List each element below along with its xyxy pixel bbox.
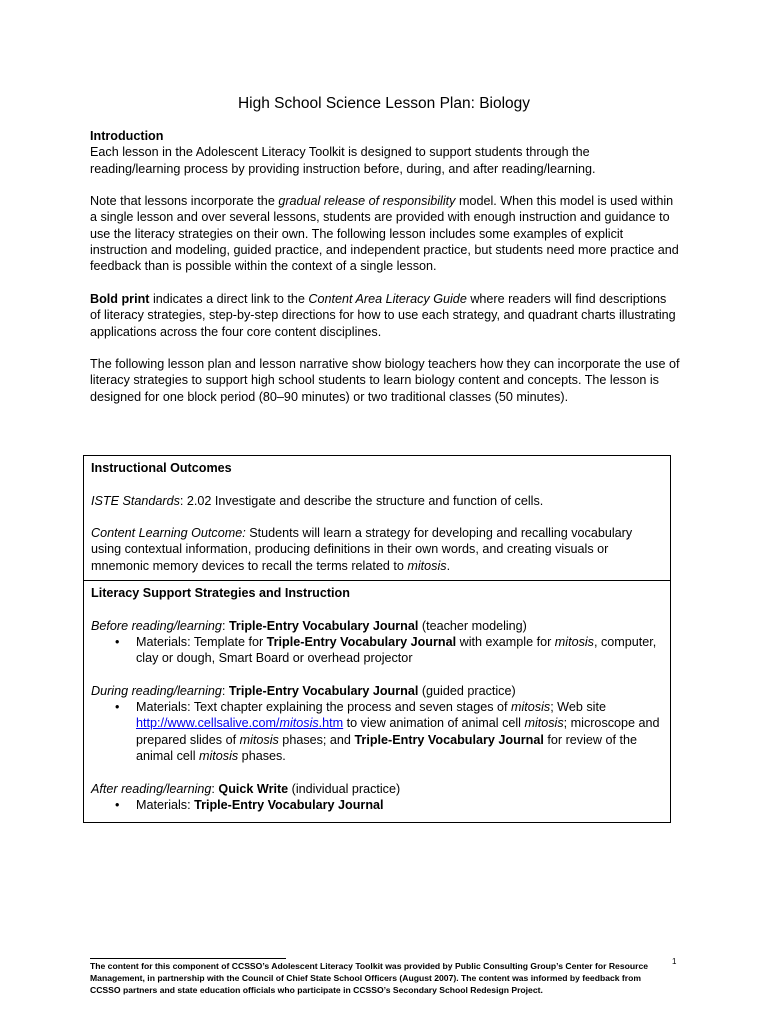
before-materials-item: • Materials: Template for Triple-Entry Vocabulary Journal with example for mitosis, computer, clay or dough, Smart Board or overhead projector xyxy=(115,634,657,666)
intro-paragraph-3: Bold print indicates a direct link to the Content Area Literacy Guide where readers will find descriptions of literacy strategies, step-by-step directions for how to use each strategy, and quadrant charts illustrating applications across the four core content disciplines. xyxy=(90,291,676,339)
intro-paragraph-2: Note that lessons incorporate the gradual release of responsibility model. When this model is used within a single lesson and over several lessons, students are provided with enough instruction and guidance to use the literacy strategies on their own. The following lesson includes some examples of explicit instruction and modeling, guided practice, and independent practice, but students need more practice and feedback than is possible within the context of a single lesson. xyxy=(90,194,679,274)
after-materials-item: • Materials: Triple-Entry Vocabulary Journal xyxy=(115,797,384,812)
literacy-strategies-box xyxy=(83,580,671,823)
strategies-heading: Literacy Support Strategies and Instruction xyxy=(91,586,350,600)
intro-paragraph-4: The following lesson plan and lesson narrative show biology teachers how they can incorporate the use of literacy strategies to support high school students to learn biology content and concepts. The lesson is designed for one block period (80–90 minutes) or two traditional classes (50 minutes). xyxy=(90,357,680,404)
before-reading-line: Before reading/learning: Triple-Entry Vocabulary Journal (teacher modeling) xyxy=(91,618,527,633)
content-learning-outcome: Content Learning Outcome: Students will learn a strategy for developing and recalling vocabulary using contextual information, producing definitions in their own words, and creating visuals or mnemonic memory devices to recall the terms related to mitosis. xyxy=(91,526,633,573)
introduction-section xyxy=(90,128,680,405)
during-materials-item: • Materials: Text chapter explaining the process and seven stages of mitosis; Web site http://www.cellsalive.com/mitosis.htm to view animation of animal cell mitosis; microscope and prepared slides of mitosis phases; and Triple-Entry Vocabulary Journal for review of the animal cell mitosis phases. xyxy=(115,700,660,763)
footnote-text: The content for this component of CCSSO’s Adolescent Literacy Toolkit was provided by Public Consulting Group’s Center for Resource Management, in partnership with the Council of Chief State School Officers (August 2007). The content was informed by feedback from CCSSO partners and state education officials who participate in CCSSO’s Secondary School Redesign Project. xyxy=(90,961,649,995)
intro-paragraph-1: Each lesson in the Adolescent Literacy Toolkit is designed to support students through the reading/learning process by providing instruction before, during, and after reading/learning. xyxy=(90,145,596,176)
footnote-page-number: 1 xyxy=(672,957,677,966)
instructional-outcomes-box xyxy=(83,455,671,581)
outcomes-heading: Instructional Outcomes xyxy=(91,461,232,475)
footnote-divider xyxy=(90,958,286,959)
page-title: High School Science Lesson Plan: Biology xyxy=(237,95,531,112)
cellsalive-link[interactable]: http://www.cellsalive.com/mitosis.htm xyxy=(136,716,344,731)
after-reading-line: After reading/learning: Quick Write (individual practice) xyxy=(91,781,401,796)
during-reading-line: During reading/learning: Triple-Entry Vocabulary Journal (guided practice) xyxy=(91,683,516,698)
introduction-heading: Introduction xyxy=(90,129,164,143)
iste-standards: ISTE Standards: 2.02 Investigate and describe the structure and function of cells. xyxy=(91,493,544,508)
